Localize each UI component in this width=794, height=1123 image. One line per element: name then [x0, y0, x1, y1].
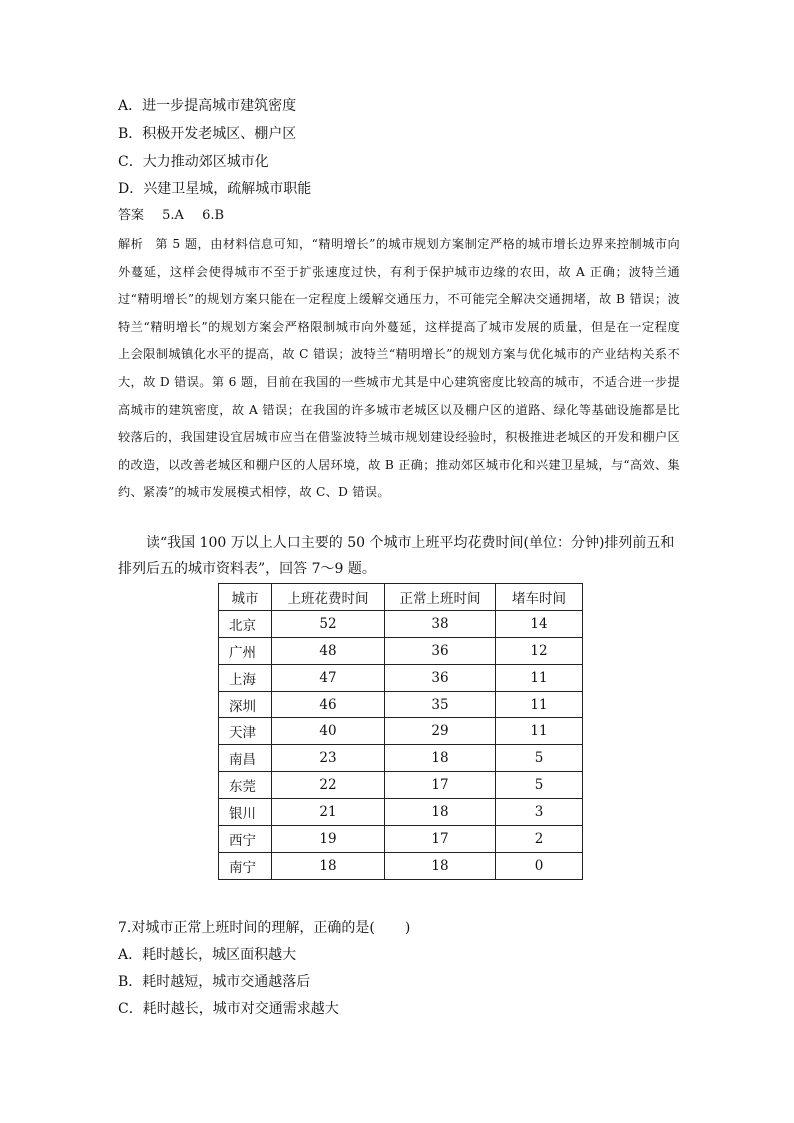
- table-row: [219, 691, 583, 718]
- q7-stem-text: 7.对城市正常上班时间的理解，正确的是(: [118, 920, 375, 936]
- cell-normal: 36: [385, 637, 496, 664]
- cell-normal: 17: [385, 772, 496, 799]
- header-jam-time: 堵车时间: [496, 584, 583, 611]
- answer-value-5: 5.A: [162, 208, 184, 223]
- q6-option-d: D．兴建卫星城，疏解城市职能: [118, 181, 312, 197]
- explanation: [118, 231, 680, 507]
- cell-jam: 11: [496, 718, 583, 745]
- cell-commute: 19: [272, 826, 385, 853]
- cell-jam: 14: [496, 610, 583, 637]
- cell-commute: 21: [272, 799, 385, 826]
- cell-normal: 35: [385, 691, 496, 718]
- q7-option-c: C．耗时越长，城市对交通需求越大: [118, 1001, 339, 1017]
- cell-jam: 0: [496, 852, 583, 879]
- table-row: [219, 664, 583, 691]
- answer-line: [118, 206, 238, 226]
- cell-city: 上海: [219, 664, 272, 691]
- explanation-text: 第 5 题，由材料信息可知，“精明增长”的城市规划方案制定严格的城市增长边界来控制城市向外蔓延，这样会使得城市不至于扩张速度过快，有利于保护城市边缘的农田，故 A 正确；波特兰通过“精明增长”的规划方案只能在一定程度上缓解交通压力，不可能完全解决交通拥堵，故 B 错误；波特兰“精明增长”的规划方案会严格限制城市向外蔓延，这样提高了城市发展的质量，但是在一定程度上会限制城镇化水平的提高，故 C 错误；波特兰“精明增长”的规划方案与优化城市的产业结构关系不大，故 D 错误。第 6 题，目前在我国的一些城市尤其是中心建筑密度比较高的城市，不适合进一步提高城市的建筑密度，故 A 错误；在我国的许多城市老城区以及棚户区的道路、绿化等基础设施都是比较落后的，我国建设宜居城市应当在借鉴波特兰城市规划建设经验时，积极推进老城区的开发和棚户区的改造，以改善老城区和棚户区的人居环境，故 B 正确；推动郊区城市化和兴建卫星城，与“高效、集约、紧凑”的城市发展模式相悖，故 C、D 错误。: [118, 237, 680, 500]
- cell-commute: 22: [272, 772, 385, 799]
- question-intro: 读“我国 100 万以上人口主要的 50 个城市上班平均花费时间(单位：分钟)排列前五和排列后五的城市资料表”，回答 7～9 题。: [118, 535, 675, 577]
- header-city: 城市: [219, 584, 272, 611]
- cell-normal: 18: [385, 799, 496, 826]
- table-header-row: [219, 584, 583, 611]
- cell-normal: 17: [385, 826, 496, 853]
- cell-city: 广州: [219, 637, 272, 664]
- q6-option-c: C．大力推动郊区城市化: [118, 154, 269, 170]
- cell-jam: 5: [496, 745, 583, 772]
- cell-city: 西宁: [219, 826, 272, 853]
- cell-jam: 11: [496, 691, 583, 718]
- header-normal-time: 正常上班时间: [385, 584, 496, 611]
- cell-normal: 29: [385, 718, 496, 745]
- cell-commute: 52: [272, 610, 385, 637]
- cell-jam: 3: [496, 799, 583, 826]
- q6-option-a: A．进一步提高城市建筑密度: [118, 98, 297, 114]
- cell-city: 南昌: [219, 745, 272, 772]
- q7-stem: [118, 918, 410, 938]
- answer-value-6: 6.B: [202, 208, 225, 223]
- cell-city: 南宁: [219, 852, 272, 879]
- table-row: [219, 772, 583, 799]
- cell-city: 深圳: [219, 691, 272, 718]
- cell-normal: 38: [385, 610, 496, 637]
- cell-city: 东莞: [219, 772, 272, 799]
- cell-normal: 18: [385, 852, 496, 879]
- cell-commute: 23: [272, 745, 385, 772]
- cell-jam: 12: [496, 637, 583, 664]
- cell-city: 银川: [219, 799, 272, 826]
- cell-normal: 18: [385, 745, 496, 772]
- cell-city: 天津: [219, 718, 272, 745]
- table-row: [219, 610, 583, 637]
- table-row: [219, 852, 583, 879]
- explanation-label: 解析: [118, 237, 144, 251]
- table-row: [219, 718, 583, 745]
- cell-commute: 18: [272, 852, 385, 879]
- q7-option-a: A．耗时越长，城区面积越大: [118, 947, 297, 963]
- table-row: [219, 799, 583, 826]
- cell-jam: 11: [496, 664, 583, 691]
- cell-commute: 40: [272, 718, 385, 745]
- cell-commute: 48: [272, 637, 385, 664]
- cell-jam: 5: [496, 772, 583, 799]
- city-commute-table: [218, 583, 583, 880]
- answer-label: 答案: [118, 208, 145, 223]
- q7-option-b: B．耗时越短，城市交通越落后: [118, 974, 311, 990]
- header-commute-time: 上班花费时间: [272, 584, 385, 611]
- cell-commute: 47: [272, 664, 385, 691]
- cell-commute: 46: [272, 691, 385, 718]
- q6-option-b: B．积极开发老城区、棚户区: [118, 126, 297, 142]
- cell-city: 北京: [219, 610, 272, 637]
- q7-stem-close: ): [404, 920, 411, 936]
- cell-jam: 2: [496, 826, 583, 853]
- table-row: [219, 745, 583, 772]
- cell-normal: 36: [385, 664, 496, 691]
- table-row: [219, 826, 583, 853]
- table-row: [219, 637, 583, 664]
